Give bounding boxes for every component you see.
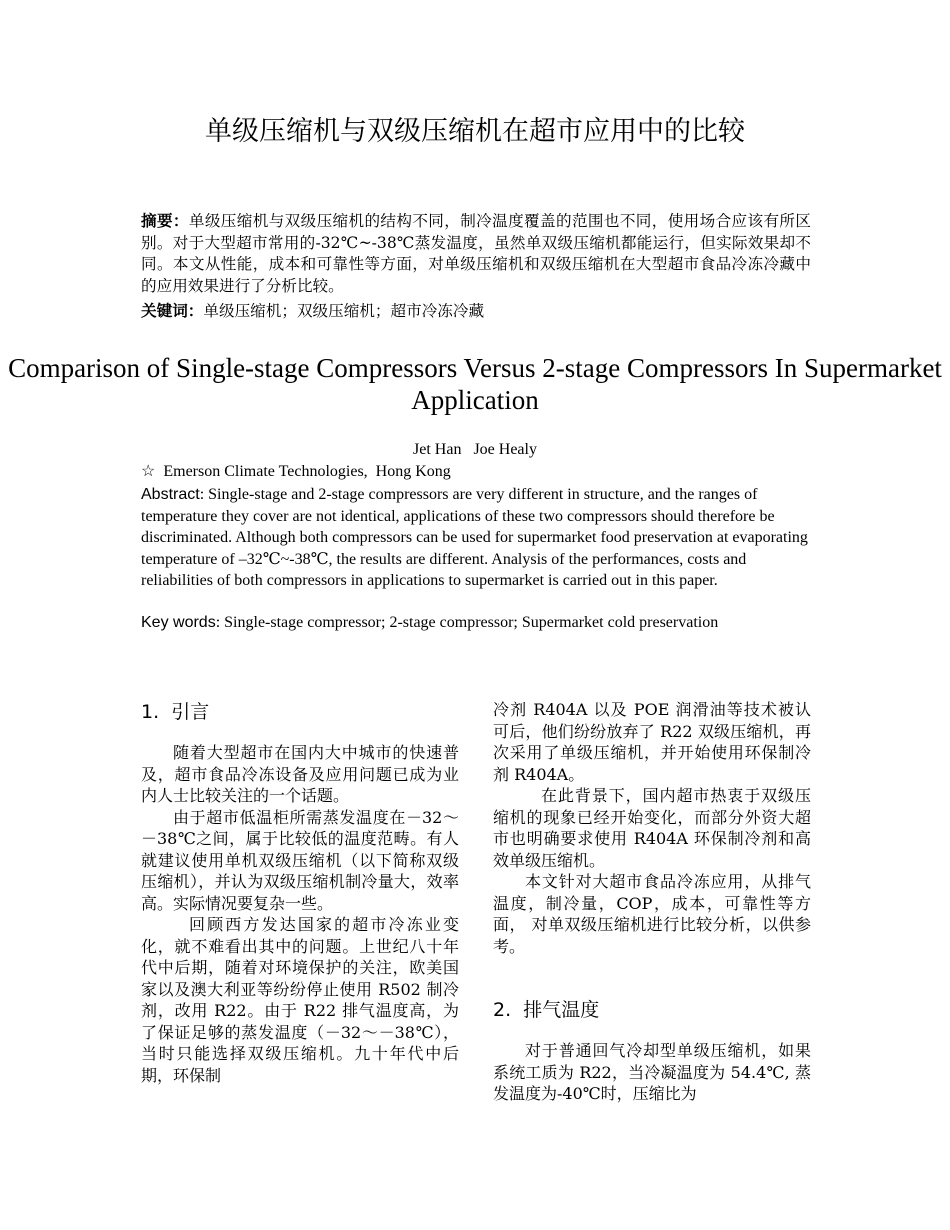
chinese-abstract (141, 211, 811, 297)
paragraph: 对于普通回气冷却型单级压缩机，如果系统工质为 R22，当冷凝温度为 54.4℃, 蒸发温度为-40℃时，压缩比为 (493, 1041, 811, 1103)
english-abstract-label: Abstract (141, 486, 200, 503)
authors: Jet Han Joe Healy (413, 441, 537, 458)
chinese-keywords-text: 单级压缩机；双级压缩机；超市冷冻冷藏 (203, 302, 485, 320)
chinese-keywords (141, 301, 811, 323)
english-keywords-label: Key words (141, 614, 216, 631)
english-abstract (141, 484, 811, 592)
english-abstract-text: : Single-stage and 2-stage compressors are very different in structure, and the ranges of temperature they cover are not identical, applications of these two compressors should therefore be discriminated. Although both compressors can be used for supermarket food preservation at evaporating temperature of –32℃~-38℃, the results are different. Analysis of the performances, costs and reliabilities of both compressors in applications to supermarket is carried out in this paper. (141, 486, 808, 589)
paragraph: 由于超市低温柜所需蒸发温度在－32～－38℃之间，属于比较低的温度范畴。有人就建议使用单机双级压缩机（以下简称双级压缩机），并认为双级压缩机制冷量大，效率高。实际情况要复杂一些。 (141, 807, 459, 913)
english-keywords (141, 612, 811, 634)
chinese-title: 单级压缩机与双级压缩机在超市应用中的比较 (205, 116, 745, 147)
right-column (493, 699, 811, 1105)
section-heading-introduction: 1. 引言 (141, 701, 210, 723)
chinese-abstract-label: 摘要： (141, 212, 189, 230)
left-column (141, 699, 459, 1086)
english-keywords-text: : Single-stage compressor; 2-stage compressor; Supermarket cold preservation (215, 614, 719, 631)
chinese-abstract-text: 单级压缩机与双级压缩机的结构不同，制冷温度覆盖的范围也不同，使用场合应该有所区别。对于大型超市常用的-32℃~-38℃蒸发温度，虽然单双级压缩机都能运行，但实际效果却不同。本文从性能，成本和可靠性等方面，对单级压缩机和双级压缩机在大型超市食品冷冻冷藏中的应用效果进行了分析比较。 (141, 212, 811, 295)
chinese-keywords-label: 关键词： (141, 302, 204, 320)
section-heading-discharge-temperature: 2. 排气温度 (493, 999, 600, 1021)
paragraph: 随着大型超市在国内大中城市的快速普及，超市食品冷冻设备及应用问题已成为业内人士比较关注的一个话题。 (141, 743, 459, 805)
affiliation: ☆ Emerson Climate Technologies, Hong Kong (141, 463, 451, 480)
paragraph: 在此背景下，国内超市热衷于双级压缩机的现象已经开始变化，而部分外资大超市也明确要求使用 R404A 环保制冷剂和高效单级压缩机。 (493, 786, 811, 870)
paragraph: 冷剂 R404A 以及 POE 润滑油等技术被认可后，他们纷纷放弃了 R22 双级压缩机，再次采用了单级压缩机，并开始使用环保制冷剂 R404A。 (493, 700, 811, 784)
paragraph: 本文针对大超市食品冷冻应用，从排气温度，制冷量，COP，成本，可靠性等方面， 对单双级压缩机进行比较分析，以供参考。 (493, 872, 811, 956)
paragraph: 回顾西方发达国家的超市冷冻业变化，就不难看出其中的问题。上世纪八十年代中后期，随着对环境保护的关注，欧美国家以及澳大利亚等纷纷停止使用 R502 制冷剂，改用 R22。由于 R22 排气温度高，为了保证足够的蒸发温度（－32～－38℃），当时只能选择双级压缩机。九十年代中后期，环保制 (141, 915, 459, 1085)
english-title: Comparison of Single-stage Compressors Versus 2-stage Compressors In Supermarket Application (8, 353, 942, 415)
